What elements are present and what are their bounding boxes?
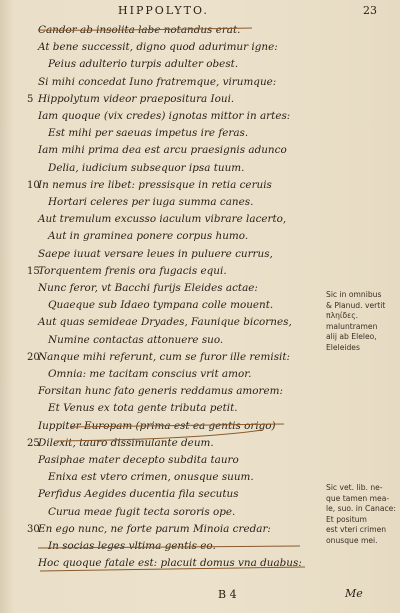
- verse-text-line: At bene successit, digno quod adurimur igne:: [38, 41, 278, 54]
- underline-mark: [70, 424, 284, 427]
- margin-note-line: Eleleides: [326, 342, 360, 352]
- verse-text-line: Iuppiter Europam (prima est ea gentis origo): [38, 419, 276, 432]
- signature-mark: B 4: [218, 588, 237, 601]
- verse-text-line: Candor ab insolita labe notandus erat.: [38, 24, 241, 36]
- verse-text-line: Aut tremulum excusso iaculum vibrare lacerto,: [38, 213, 287, 226]
- margin-note-line: maluntramen: [326, 321, 378, 331]
- line-number: 15: [27, 265, 40, 277]
- margin-note-line: πληίδες.: [326, 311, 359, 320]
- verse-text-line: Dilexit, tauro dissimulante deum.: [38, 436, 214, 449]
- verse-text-line: Numine contactas attonuere suo.: [48, 333, 224, 346]
- line-number: 30: [27, 523, 40, 535]
- verse-text-line: Omnia: me tacitam conscius vrit amor.: [48, 368, 252, 380]
- verse-text-line: Hoc quoque fatale est: placuit domus vna duabus:: [38, 557, 302, 570]
- verse-text-line: Forsitan hunc fato generis reddamus amorem:: [38, 385, 283, 398]
- verse-text-line: Et Venus ex tota gente tributa petit.: [48, 402, 238, 415]
- margin-note-line: Et positum: [326, 514, 367, 524]
- verse-text-line: Curua meae fugit tecta sororis ope.: [48, 505, 236, 518]
- underline-mark: [38, 546, 300, 548]
- catchword: Me: [345, 587, 363, 600]
- verse-text-line: Enixa est vtero crimen, onusque suum.: [48, 471, 254, 484]
- verse-text-line: Hippolytum videor praepositura Ioui.: [38, 92, 235, 105]
- verse-text-line: Aut in graminea ponere corpus humo.: [48, 230, 249, 243]
- verse-text-line: Nanque mihi referunt, cum se furor ille remisit:: [38, 350, 291, 363]
- verse-text-line: Iam mihi prima dea est arcu praesignis adunco: [38, 144, 287, 157]
- line-number: 5: [27, 93, 34, 105]
- verse-text-line: Perfidus Aegides ducentia fila secutus: [38, 488, 239, 501]
- margin-note-line: & Planud. vertit: [326, 300, 386, 310]
- page-number: 23: [363, 4, 377, 17]
- margin-note-line: Sic in omnibus: [326, 290, 382, 299]
- line-number: 20: [27, 351, 40, 363]
- underline-mark: [55, 430, 262, 441]
- verse-text-line: Nunc feror, vt Bacchi furijs Eleides actae:: [38, 282, 258, 294]
- verse-text-line: In socias leges vltima gentis eo.: [48, 540, 216, 552]
- verse-text-line: Aut quas semideae Dryades, Faunique bicornes,: [38, 316, 292, 329]
- verse-text-line: Si mihi concedat Iuno fratremque, virumque:: [38, 75, 277, 88]
- verse-text-line: Quaeque sub Idaeo tympana colle mouent.: [48, 299, 274, 312]
- margin-note-line: le, suo. in Canace:: [326, 504, 396, 513]
- verse-text-line: Pasiphae mater decepto subdita tauro: [38, 454, 239, 466]
- line-number: 10: [27, 179, 40, 191]
- verse-text-line: In nemus ire libet: pressisque in retia ceruis: [38, 178, 272, 191]
- running-title: HIPPOLYTO.: [118, 4, 209, 17]
- verse-text-line: Iam quoque (vix credes) ignotas mittor in artes:: [38, 110, 291, 122]
- verse-text-line: Torquentem frenis ora fugacis equi.: [38, 264, 227, 277]
- verse-text-line: Delia, iudicium subsequor ipsa tuum.: [48, 161, 245, 174]
- verse-text-line: Saepe iuuat versare leues in puluere currus,: [38, 247, 273, 260]
- margin-note-line: Sic vet. lib. ne-: [326, 483, 383, 492]
- verse-text-line: Peius adulterio turpis adulter obest.: [48, 58, 239, 71]
- margin-note-line: alij ab Eleleo,: [326, 332, 377, 341]
- margin-note-line: est vteri crimen: [326, 525, 387, 534]
- verse-text-line: En ego nunc, ne forte parum Minoia credar:: [38, 522, 271, 535]
- underline-mark: [38, 28, 252, 30]
- verse-text-line: Est mihi per saeuas impetus ire feras.: [48, 127, 249, 140]
- underline-mark: [40, 567, 305, 571]
- margin-note-line: que tamen mea-: [326, 493, 390, 503]
- line-number: 25: [27, 437, 40, 449]
- margin-note-line: onusque mei.: [326, 535, 378, 545]
- verse-text-line: Hortari celeres per iuga summa canes.: [48, 196, 254, 208]
